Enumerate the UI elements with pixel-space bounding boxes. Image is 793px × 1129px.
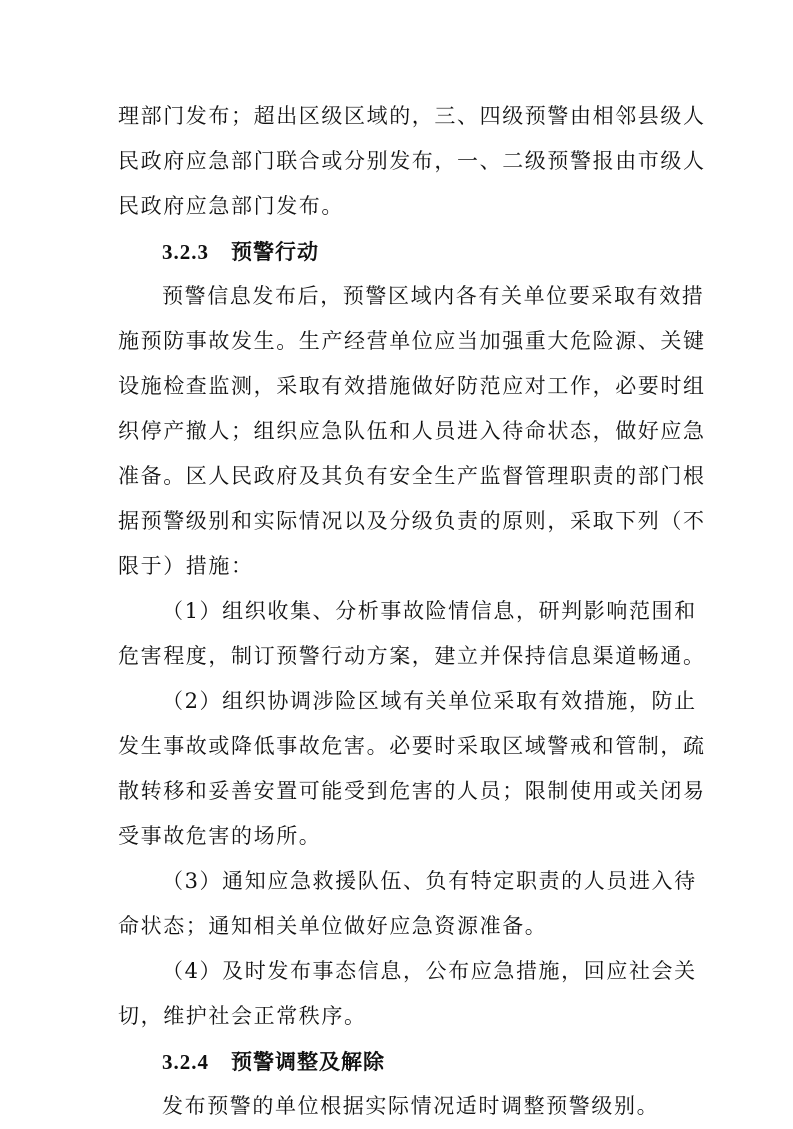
paragraph-first-line: 发布预警的单位根据实际情况适时调整预警级别。 [162, 1094, 660, 1118]
text-line: 危害程度，制订预警行动方案，建立并保持信息渠道畅通。 [118, 644, 706, 668]
text-line: 织停产撤人；组织应急队伍和人员进入待命状态，做好应急 [118, 419, 706, 443]
text-line: 据预警级别和实际情况以及分级负责的原则，采取下列（不 [118, 509, 706, 533]
text-line: 准备。区人民政府及其负有安全生产监督管理职责的部门根 [118, 464, 706, 488]
text-line: 散转移和妥善安置可能受到危害的人员；限制使用或关闭易 [118, 779, 706, 803]
text-line: 民政府应急部门发布。 [118, 194, 344, 218]
text-line: 民政府应急部门联合或分别发布，一、二级预警报由市级人 [118, 149, 706, 173]
text-line: 切，维护社会正常秩序。 [118, 1004, 367, 1028]
text-line: 施预防事故发生。生产经营单位应当加强重大危险源、关键 [118, 329, 706, 353]
list-item-2: （2）组织协调涉险区域有关单位采取有效措施，防止 [162, 689, 697, 713]
document-page [118, 94, 706, 1129]
section-title: 预警调整及解除 [231, 1049, 385, 1074]
text-line: 理部门发布；超出区级区域的，三、四级预警由相邻县级人 [118, 104, 706, 128]
section-heading-3-2-4 [118, 1039, 680, 1084]
text-line: 受事故危害的场所。 [118, 824, 322, 848]
list-item-4: （4）及时发布事态信息，公布应急措施，回应社会关 [162, 959, 697, 983]
text-line: 命状态；通知相关单位做好应急资源准备。 [118, 914, 548, 938]
text-line: 发生事故或降低事故危害。必要时采取区域警戒和管制，疏 [118, 734, 706, 758]
text-line: 限于）措施： [118, 554, 254, 578]
section-number: 3.2.3 [162, 240, 209, 264]
paragraph-first-line: 预警信息发布后，预警区域内各有关单位要采取有效措 [162, 284, 705, 308]
section-title: 预警行动 [231, 239, 319, 264]
text-line: 设施检查监测，采取有效措施做好防范应对工作，必要时组 [118, 374, 706, 398]
list-item-3: （3）通知应急救援队伍、负有特定职责的人员进入待 [162, 869, 697, 893]
section-heading-3-2-3 [118, 229, 680, 274]
section-number: 3.2.4 [162, 1050, 209, 1074]
list-item-1: （1）组织收集、分析事故险情信息，研判影响范围和 [162, 599, 697, 623]
